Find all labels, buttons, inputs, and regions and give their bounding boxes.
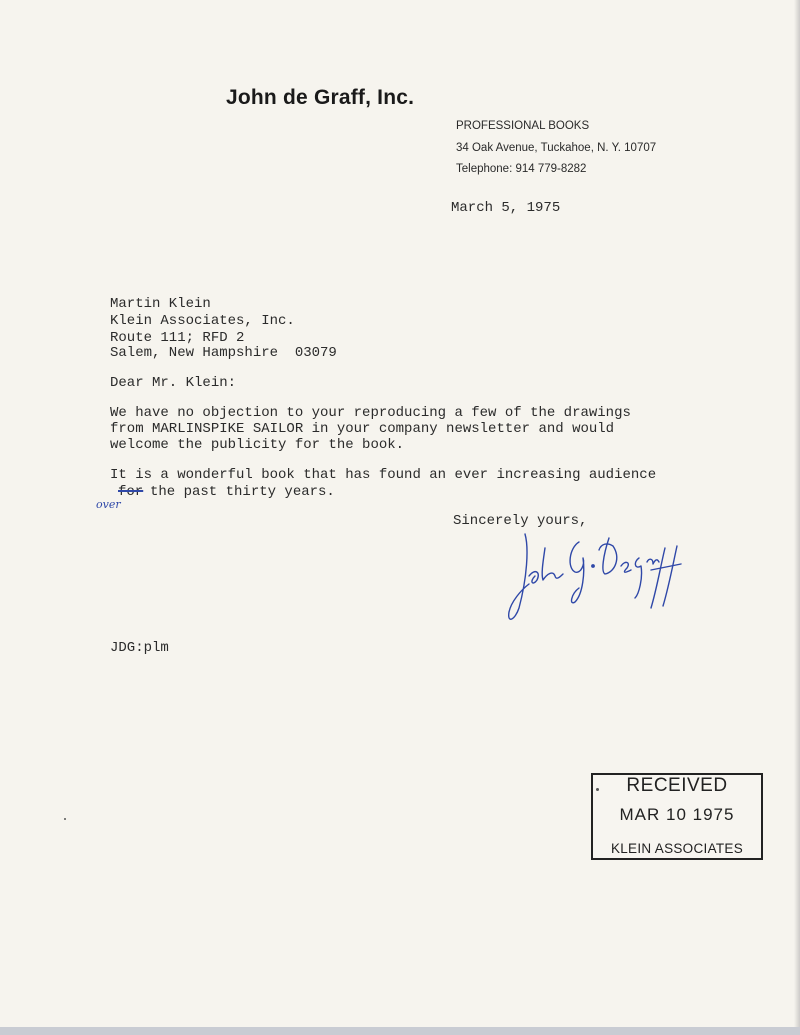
recipient-name: Martin Klein — [110, 296, 211, 312]
signature-image — [505, 528, 685, 628]
page-bottom-band — [0, 1027, 800, 1035]
recipient-city: Salem, New Hampshire 03079 — [110, 345, 337, 361]
stamp-title: RECEIVED — [626, 775, 728, 796]
letter-date: March 5, 1975 — [451, 200, 561, 216]
handwritten-correction: over — [96, 498, 121, 511]
salutation: Dear Mr. Klein: — [110, 375, 237, 391]
letterhead-address: 34 Oak Avenue, Tuckahoe, N. Y. 10707 — [456, 142, 657, 154]
reference-initials: JDG:plm — [110, 640, 169, 656]
ink-speck — [64, 818, 66, 820]
letterhead-telephone: Telephone: 914 779-8282 — [456, 163, 587, 175]
stamp-organization: KLEIN ASSOCIATES — [610, 841, 744, 856]
paragraph2-line1: It is a wonderful book that has found an ever increasing audience — [110, 467, 657, 483]
paragraph2-line2: the past thirty years. — [150, 484, 335, 500]
stamp-date: MAR 10 1975 — [619, 805, 735, 824]
received-stamp — [591, 773, 763, 860]
company-name: John de Graff, Inc. — [226, 86, 415, 109]
paragraph1-line2: from MARLINSPIKE SAILOR in your company newsletter and would — [110, 421, 615, 437]
closing: Sincerely yours, — [453, 513, 588, 529]
recipient-company: Klein Associates, Inc. — [110, 313, 295, 329]
recipient-route: Route 111; RFD 2 — [110, 330, 245, 346]
page-edge — [794, 0, 800, 1035]
ink-speck — [596, 788, 599, 791]
letterhead-tagline: PROFESSIONAL BOOKS — [456, 120, 590, 132]
struck-word: for — [118, 484, 144, 500]
paragraph1-line3: welcome the publicity for the book. — [110, 437, 405, 453]
paragraph1-line1: We have no objection to your reproducing a few of the drawings — [110, 405, 631, 421]
